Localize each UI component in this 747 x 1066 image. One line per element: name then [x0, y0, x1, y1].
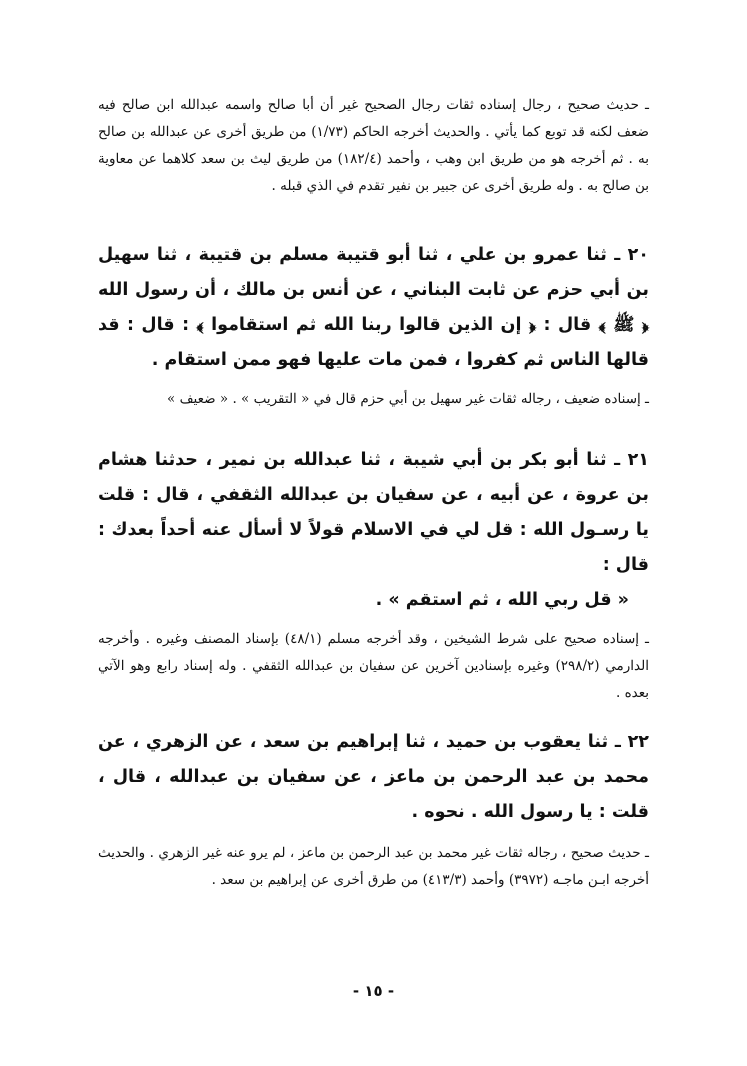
commentary-hadith-21: ـ إسناده صحيح على شرط الشيخين ، وقد أخرجه مسلم (٤٨/١) بإسناد المصنف وغيره . وأخرجه الدارمي (٢٩٨/٢) وغيره بإسنادين آخرين عن سفيان بن عبدالله الثقفي . وله إسناد رابع وهو الآتي بعده .: [98, 631, 649, 701]
hadith-22: ٢٢ ـ ثنا يعقوب بن حميد ، ثنا إبراهيم بن سعد ، عن الزهري ، عن محمد بن عبد الرحمن بن ماعز ، عن سفيان بن عبدالله ، قال ، قلت : يا رسول الله . نحوه .: [98, 732, 649, 822]
page-number: - ١٥ -: [352, 982, 395, 1000]
commentary-hadith-22: ـ حديث صحيح ، رجاله ثقات غير محمد بن عبد الرحمن بن ماعز ، لم يرو عنه غير الزهري . والحديث أخرجه ابـن ماجـه (٣٩٧٢) وأحمد (٤١٣/٣) من طرق أخرى عن إبراهيم بن سعد .: [98, 845, 649, 888]
page-body: [98, 92, 649, 1026]
hadith-21-saying: « قل ربي الله ، ثم استقم » .: [375, 590, 629, 610]
hadith-21: ٢١ ـ ثنا أبو بكر بن أبي شيبة ، ثنا عبدالله بن نمير ، حدثنا هشام بن عروة ، عن أبيه ، عن سفيان بن عبدالله الثقفي ، قال : قلت يا رسـول الله : قل لي في الاسلام قولاً لا أسأل عنه أحداً بعدك : قال :: [98, 450, 649, 575]
hadith-20: ٢٠ ـ ثنا عمرو بن علي ، ثنا أبو قتيبة مسلم بن قتيبة ، ثنا سهيل بن أبي حزم عن ثابت البناني ، عن أنس بن مالك ، أن رسول الله ﴿ ﷺ ﴾ قال : ﴿ إن الذين قالوا ربنا الله ثم استقاموا ﴾ : قال : قد قالها الناس ثم كفروا ، فمن مات عليها فهو ممن استقام .: [98, 245, 649, 370]
commentary-hadith-19: ـ حديث صحيح ، رجال إسناده ثقات رجال الصحيح غير أن أبا صالح واسمه عبدالله ابن صالح فيه ضعف لكنه قد توبع كما يأتي . والحديث أخرجه الحاكم (١/٧٣) من طريق أخرى عن عبدالله بن صالح به . ثم أخرجه هو من طريق ابن وهب ، وأحمد (١٨٢/٤) من طريق ليث بن سعد كلاهما عن معاوية بن صالح به . وله طريق أخرى عن جبير بن نفير تقدم في الذي قبله .: [98, 97, 649, 194]
commentary-hadith-20: ـ إسناده ضعيف ، رجاله ثقات غير سهيل بن أبي حزم قال في « التقريب » . « ضعيف »: [167, 391, 649, 407]
